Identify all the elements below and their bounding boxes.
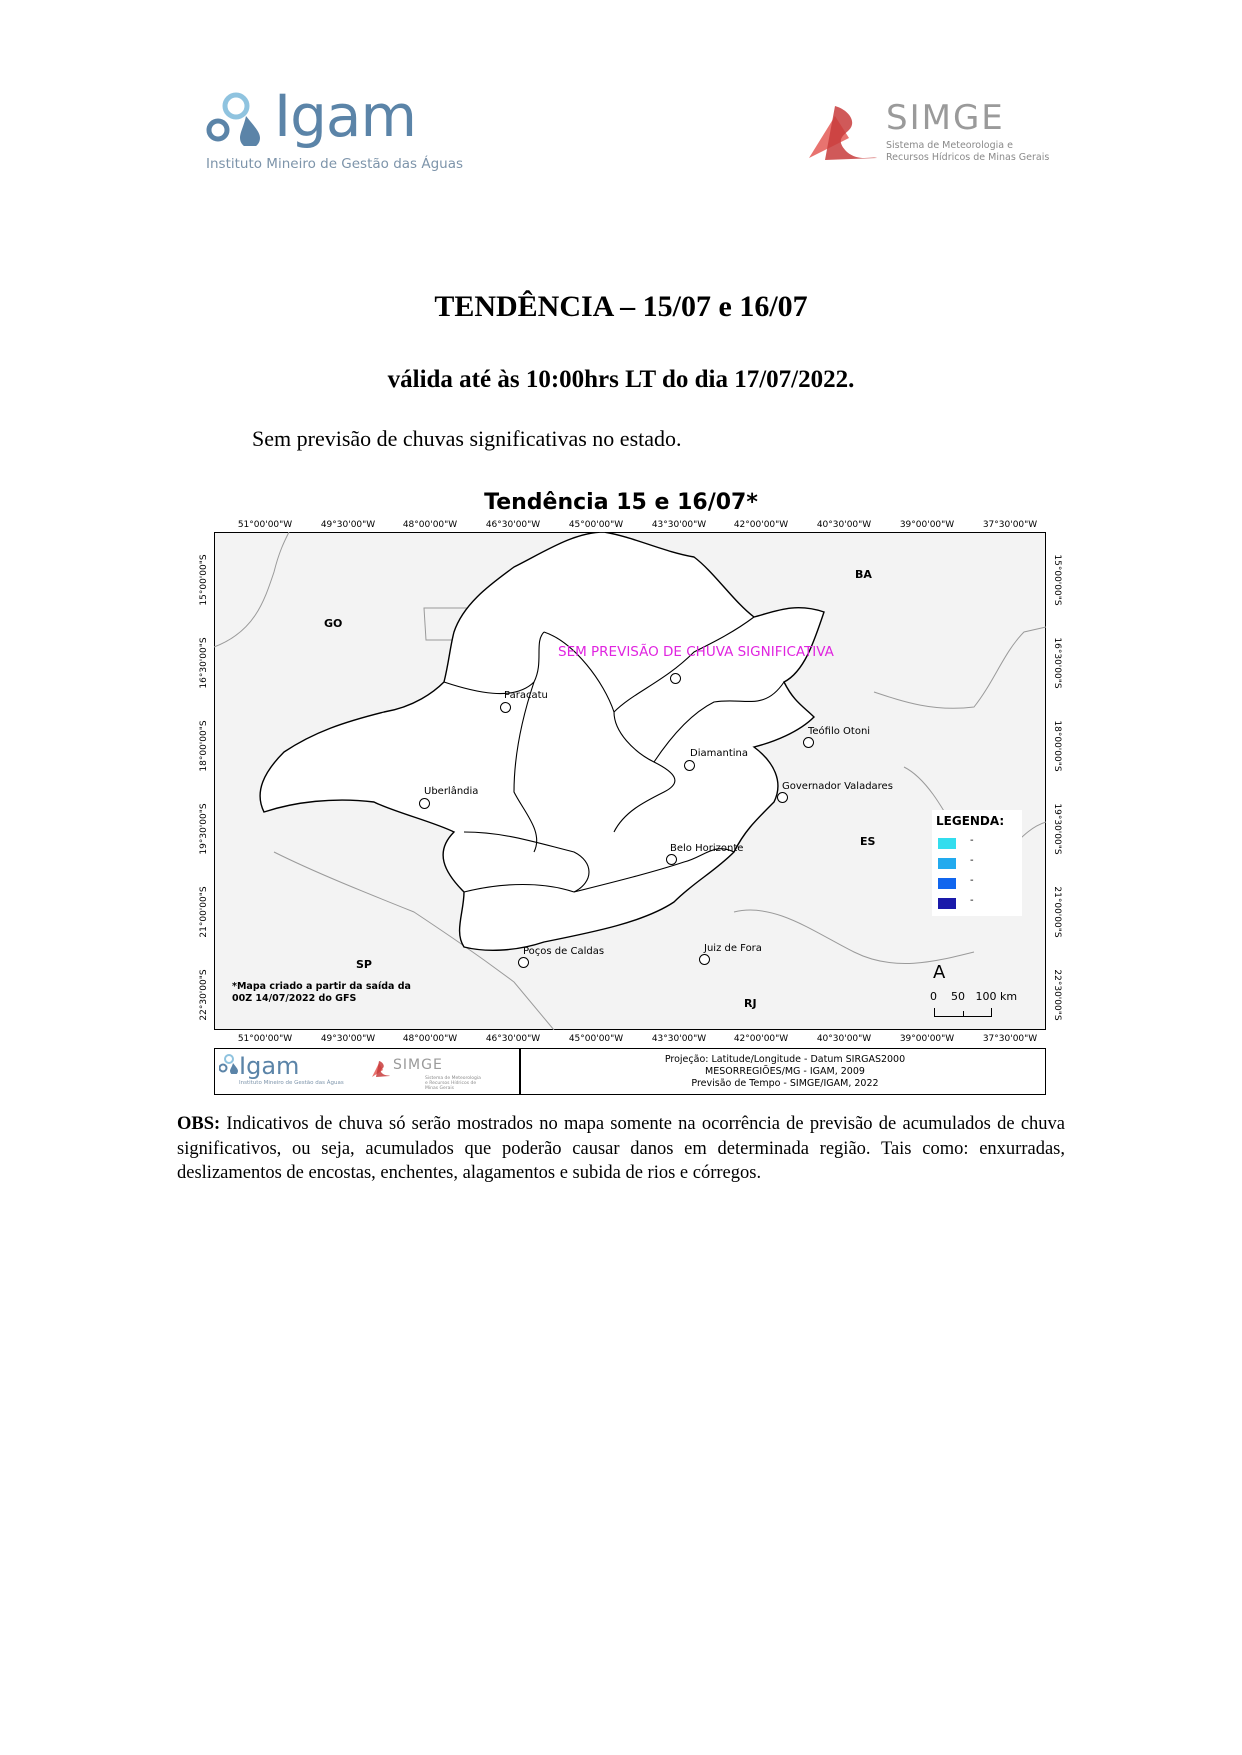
lon-tick-top: 40°30'00"W <box>816 520 872 530</box>
city-label-governador-valadares: Governador Valadares <box>782 781 893 792</box>
no-rain-forecast-note: SEM PREVISÃO DE CHUVA SIGNIFICATIVA <box>558 644 834 660</box>
city-marker-icon <box>699 954 710 965</box>
lon-tick-top: 49°30'00"W <box>320 520 376 530</box>
lon-tick-top: 48°00'00"W <box>402 520 458 530</box>
city-marker-icon <box>518 957 529 968</box>
lon-tick-bottom: 37°30'00"W <box>982 1034 1038 1044</box>
lon-tick-top: 46°30'00"W <box>485 520 541 530</box>
lon-tick-bottom: 46°30'00"W <box>485 1034 541 1044</box>
lon-tick-bottom: 45°00'00"W <box>568 1034 624 1044</box>
city-label-belo-horizonte: Belo Horizonte <box>670 843 744 854</box>
page-title: TENDÊNCIA – 15/07 e 16/07 <box>434 290 808 323</box>
lat-tick-left: 15°00'00"S <box>199 554 209 606</box>
lat-tick-right: 15°00'00"S <box>1052 554 1062 606</box>
minas-gerais-map-drawing <box>214 532 1046 1030</box>
forecast-summary: Sem previsão de chuvas significativas no estado. <box>252 426 682 451</box>
lat-tick-left: 21°00'00"S <box>199 886 209 938</box>
city-label-diamantina: Diamantina <box>690 748 748 759</box>
map-legend <box>932 810 1022 916</box>
minas-gerais-outline <box>260 532 824 950</box>
lat-tick-right: 18°00'00"S <box>1052 720 1062 772</box>
city-marker-icon <box>666 854 677 865</box>
lon-tick-top: 51°00'00"W <box>237 520 293 530</box>
state-label-go: GO <box>324 617 343 630</box>
lat-tick-left: 16°30'00"S <box>199 637 209 689</box>
scale-bar-midtick <box>963 1011 964 1016</box>
simge-subtitle: Sistema de Meteorologia e Recursos Hídricos de Minas Gerais <box>886 140 1050 163</box>
city-marker-icon <box>419 798 430 809</box>
legend-title: LEGENDA: <box>936 814 1005 828</box>
igam-wordmark: Igam <box>274 82 416 150</box>
lat-tick-left: 22°30'00"S <box>199 969 209 1021</box>
state-label-rj: RJ <box>744 997 757 1010</box>
legend-label: - <box>970 855 974 866</box>
legend-swatch <box>938 838 956 849</box>
footer-igam-subtitle: Instituto Mineiro de Gestão das Águas <box>239 1080 344 1086</box>
city-label-juiz-de-fora: Juiz de Fora <box>704 943 762 954</box>
map-source-note: *Mapa criado a partir da saída da 00Z 14/07/2022 do GFS <box>232 981 411 1004</box>
lon-tick-bottom: 39°00'00"W <box>899 1034 955 1044</box>
lon-tick-bottom: 49°30'00"W <box>320 1034 376 1044</box>
footer-simge-wordmark: SIMGE <box>393 1057 443 1073</box>
credit-line: MESORREGIÕES/MG - IGAM, 2009 <box>705 1066 865 1077</box>
lat-tick-left: 19°30'00"S <box>199 803 209 855</box>
observation-paragraph <box>177 1112 1065 1186</box>
obs-label: OBS: <box>177 1114 221 1134</box>
state-label-sp: SP <box>356 958 372 971</box>
lon-tick-bottom: 48°00'00"W <box>402 1034 458 1044</box>
lon-tick-top: 39°00'00"W <box>899 520 955 530</box>
igam-subtitle: Instituto Mineiro de Gestão das Águas <box>206 156 464 172</box>
city-label-uberlandia: Uberlândia <box>424 786 479 797</box>
lon-tick-top: 37°30'00"W <box>982 520 1038 530</box>
legend-swatch <box>938 898 956 909</box>
state-label-es: ES <box>860 835 876 848</box>
rj-border <box>734 910 974 964</box>
city-label-pocos-de-caldas: Poços de Caldas <box>523 946 605 957</box>
footer-igam-wordmark: Igam <box>239 1052 300 1080</box>
lat-tick-right: 16°30'00"S <box>1052 637 1062 689</box>
lon-tick-top: 42°00'00"W <box>733 520 789 530</box>
validity-subtitle: válida até às 10:00hrs LT do dia 17/07/2022. <box>387 366 855 393</box>
city-label-teofilo-otoni: Teófilo Otoni <box>808 726 871 737</box>
scale-label: 0 50 100 km <box>930 990 1018 1003</box>
water-drops-icon <box>206 92 270 146</box>
ba-es-border <box>874 627 1046 708</box>
map-title: Tendência 15 e 16/07* <box>484 490 758 515</box>
scale-bar <box>934 1008 992 1017</box>
city-marker-icon <box>500 702 511 713</box>
simge-mountain-icon <box>371 1059 391 1079</box>
water-drops-icon <box>219 1054 241 1074</box>
legend-item <box>938 855 1018 872</box>
legend-swatch <box>938 878 956 889</box>
map-credits <box>525 1054 1045 1090</box>
lat-tick-right: 21°00'00"S <box>1052 886 1062 938</box>
legend-item <box>938 895 1018 912</box>
city-label-paracatu: Paracatu <box>504 690 548 701</box>
simge-logo <box>805 88 1050 188</box>
obs-text: Indicativos de chuva só serão mostrados no mapa somente na ocorrência de previsão de acumulados de chuva significativos, ou seja, acumulados que poderão causar danos em determinada região. Tais como: enxurradas, deslizamentos de encostas, enchentes, alagamentos e subida de rios e córregos. <box>177 1114 1065 1183</box>
lon-tick-top: 45°00'00"W <box>568 520 624 530</box>
lon-tick-bottom: 43°30'00"W <box>651 1034 707 1044</box>
legend-label: - <box>970 875 974 886</box>
lon-tick-bottom: 42°00'00"W <box>733 1034 789 1044</box>
state-label-ba: BA <box>855 568 872 581</box>
legend-label: - <box>970 895 974 906</box>
legend-item <box>938 875 1018 892</box>
legend-label: - <box>970 835 974 846</box>
city-marker-icon <box>803 737 814 748</box>
map-footer-panel <box>214 1048 1046 1095</box>
lon-tick-top: 43°30'00"W <box>651 520 707 530</box>
lon-tick-bottom: 40°30'00"W <box>816 1034 872 1044</box>
city-marker-icon <box>777 792 788 803</box>
legend-swatch <box>938 858 956 869</box>
go-border <box>214 532 289 647</box>
simge-mountain-icon <box>805 100 881 164</box>
credit-line: Projeção: Latitude/Longitude - Datum SIRGAS2000 <box>664 1054 906 1065</box>
north-arrow-icon: A <box>933 962 946 983</box>
lon-tick-bottom: 51°00'00"W <box>237 1034 293 1044</box>
simge-wordmark: SIMGE <box>886 98 1005 138</box>
footer-simge-subtitle: Sistema de Meteorologia e Recursos Hídricos de Minas Gerais <box>425 1076 481 1091</box>
credit-line: Previsão de Tempo - SIMGE/IGAM, 2022 <box>691 1078 879 1089</box>
lat-tick-right: 19°30'00"S <box>1052 803 1062 855</box>
footer-divider <box>519 1049 521 1094</box>
city-marker-icon <box>684 760 695 771</box>
legend-item <box>938 835 1018 852</box>
igam-logo <box>206 82 466 178</box>
lat-tick-left: 18°00'00"S <box>199 720 209 772</box>
region-marker-icon <box>670 673 681 684</box>
lat-tick-right: 22°30'00"S <box>1052 969 1062 1021</box>
